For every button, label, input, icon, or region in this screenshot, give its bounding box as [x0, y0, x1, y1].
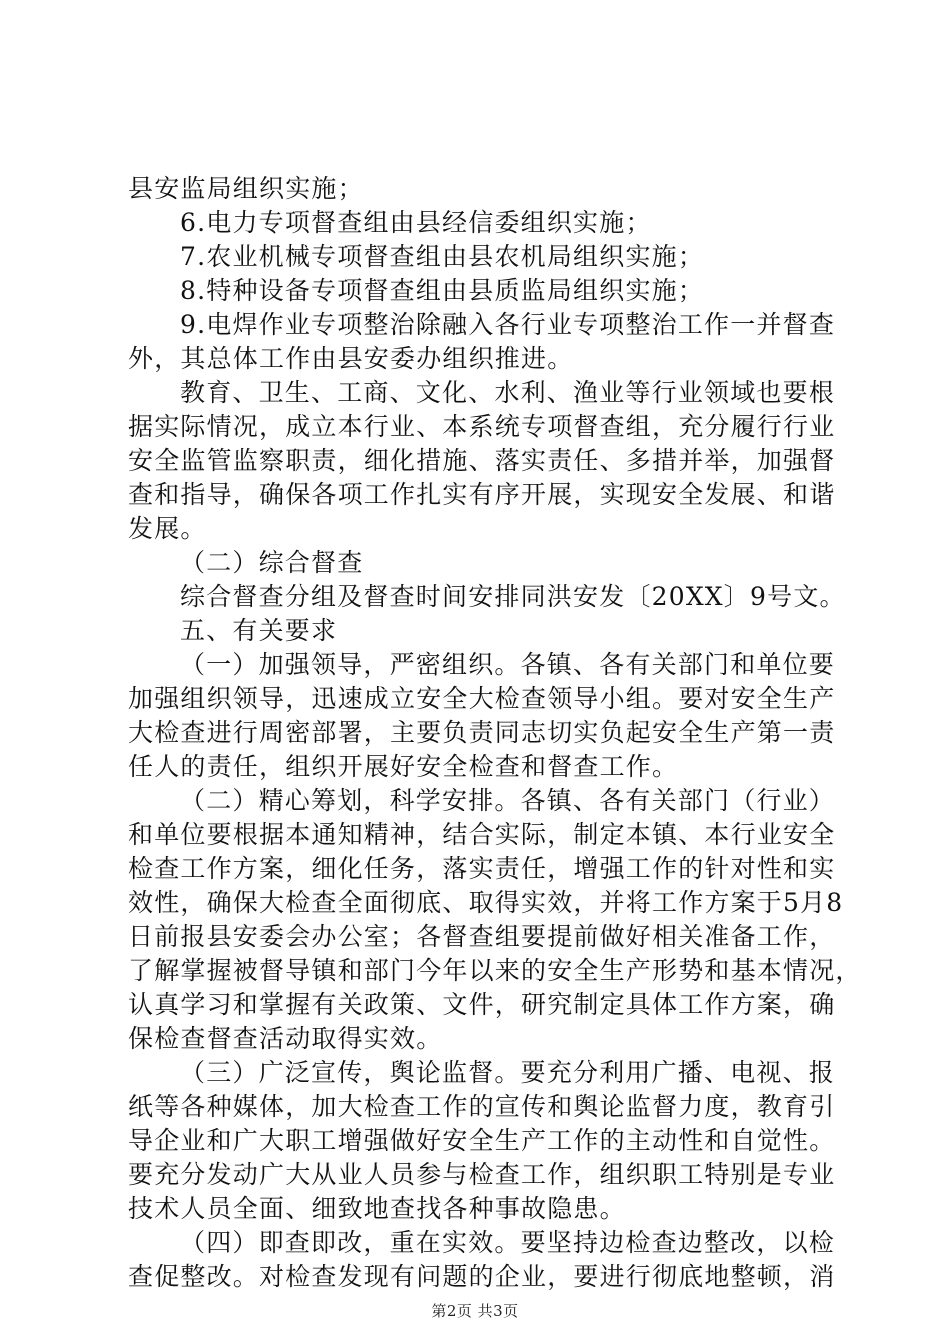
text-line: （四）即查即改，重在实效。要坚持边检查边整改，以检	[180, 1228, 836, 1257]
text-line: 查和指导，确保各项工作扎实有序开展，实现安全发展、和谐	[128, 480, 836, 509]
text-line: 综合督查分组及督查时间安排同洪安发〔20XX〕9号文。	[180, 582, 846, 611]
text-line: 和单位要根据本通知精神，结合实际，制定本镇、本行业安全	[128, 820, 836, 849]
text-line: 8.特种设备专项督查组由县质监局组织实施；	[180, 276, 705, 305]
text-line: 纸等各种媒体，加大检查工作的宣传和舆论监督力度，教育引	[128, 1092, 836, 1121]
text-line: （二）综合督查	[180, 548, 364, 577]
text-line: 认真学习和掌握有关政策、文件，研究制定具体工作方案，确	[128, 990, 836, 1019]
text-line: 外，其总体工作由县安委办组织推进。	[128, 344, 574, 373]
text-line: 检查工作方案，细化任务，落实责任，增强工作的针对性和实	[128, 854, 836, 883]
text-line: 了解掌握被督导镇和部门今年以来的安全生产形势和基本情况，	[128, 956, 862, 985]
text-line: 据实际情况，成立本行业、本系统专项督查组，充分履行行业	[128, 412, 836, 441]
text-line: 导企业和广大职工增强做好安全生产工作的主动性和自觉性。	[128, 1126, 836, 1155]
text-line: 县安监局组织实施；	[128, 174, 364, 203]
text-line: 五、有关要求	[180, 616, 338, 645]
text-line: 发展。	[128, 514, 207, 543]
text-line: 安全监管监察职责，细化措施、落实责任、多措并举，加强督	[128, 446, 836, 475]
text-line: 加强组织领导，迅速成立安全大检查领导小组。要对安全生产	[128, 684, 836, 713]
text-line: 大检查进行周密部署，主要负责同志切实负起安全生产第一责	[128, 718, 836, 747]
text-line: 7.农业机械专项督查组由县农机局组织实施；	[180, 242, 705, 271]
text-line: 日前报县安委会办公室；各督查组要提前做好相关准备工作，	[128, 922, 836, 951]
text-line: 任人的责任，组织开展好安全检查和督查工作。	[128, 752, 679, 781]
text-line: 技术人员全面、细致地查找各种事故隐患。	[128, 1194, 626, 1223]
text-line: （二）精心筹划，科学安排。各镇、各有关部门（行业）	[180, 786, 836, 815]
text-line: 保检查督查活动取得实效。	[128, 1024, 443, 1053]
page-footer: 第2页 共3页	[431, 1302, 519, 1320]
text-line: 6.电力专项督查组由县经信委组织实施；	[180, 208, 652, 237]
text-line: （三）广泛宣传，舆论监督。要充分利用广播、电视、报	[180, 1058, 836, 1087]
text-line: 教育、卫生、工商、文化、水利、渔业等行业领域也要根	[180, 378, 836, 407]
text-line: （一）加强领导，严密组织。各镇、各有关部门和单位要	[180, 650, 836, 679]
document-body	[128, 172, 862, 1294]
text-line: 9.电焊作业专项整治除融入各行业专项整治工作一并督查	[180, 310, 836, 339]
text-line: 查促整改。对检查发现有问题的企业，要进行彻底地整顿，消	[128, 1262, 836, 1291]
text-line: 效性，确保大检查全面彻底、取得实效，并将工作方案于5月8	[128, 888, 844, 917]
text-line: 要充分发动广大从业人员参与检查工作，组织职工特别是专业	[128, 1160, 836, 1189]
